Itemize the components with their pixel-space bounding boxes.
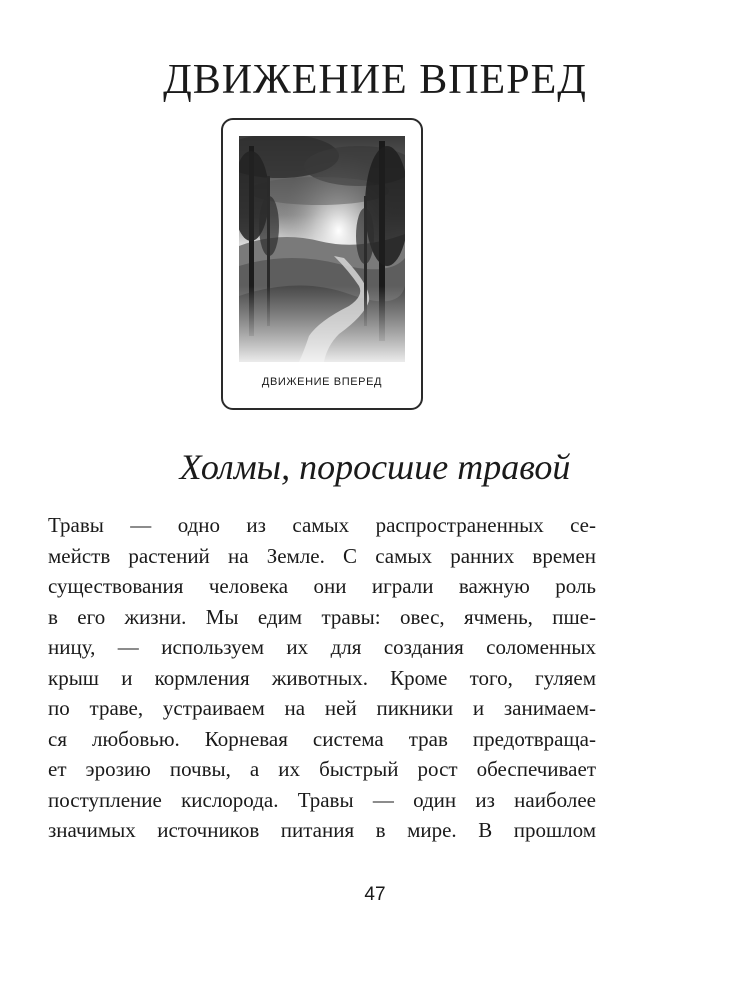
body-paragraph <box>48 510 596 846</box>
section-title: Холмы, поросшие травой <box>179 447 571 487</box>
page-number: 47 <box>364 884 386 905</box>
body-line: ся любовью. Корневая система трав предотвраща- <box>48 726 596 751</box>
body-line: мейств растений на Земле. С самых ранних времен <box>48 543 596 568</box>
body-line: ет эрозию почвы, а их быстрый рост обеспечивает <box>48 757 596 781</box>
body-line: поступление кислорода. Травы — один из наиболее <box>48 787 596 812</box>
card-caption: ДВИЖЕНИЕ ВПЕРЕД <box>261 376 383 388</box>
body-line: ницу, — используем их для создания соломенных <box>48 635 596 659</box>
chapter-title: ДВИЖЕНИЕ ВПЕРЕД <box>163 57 587 103</box>
body-line: по траве, устраиваем на ней пикники и занимаем- <box>48 696 596 720</box>
oracle-card <box>221 118 423 410</box>
body-line: значимых источников питания в мире. В прошлом <box>48 818 596 842</box>
body-line: Травы — одно из самых распространенных се- <box>48 513 596 537</box>
landscape-card-image <box>239 136 405 362</box>
body-line: крыш и кормления животных. Кроме того, гуляем <box>48 665 596 690</box>
body-line: в его жизни. Мы едим травы: овес, ячмень, пше- <box>48 604 596 629</box>
body-line: существования человека они играли важную роль <box>48 574 596 598</box>
